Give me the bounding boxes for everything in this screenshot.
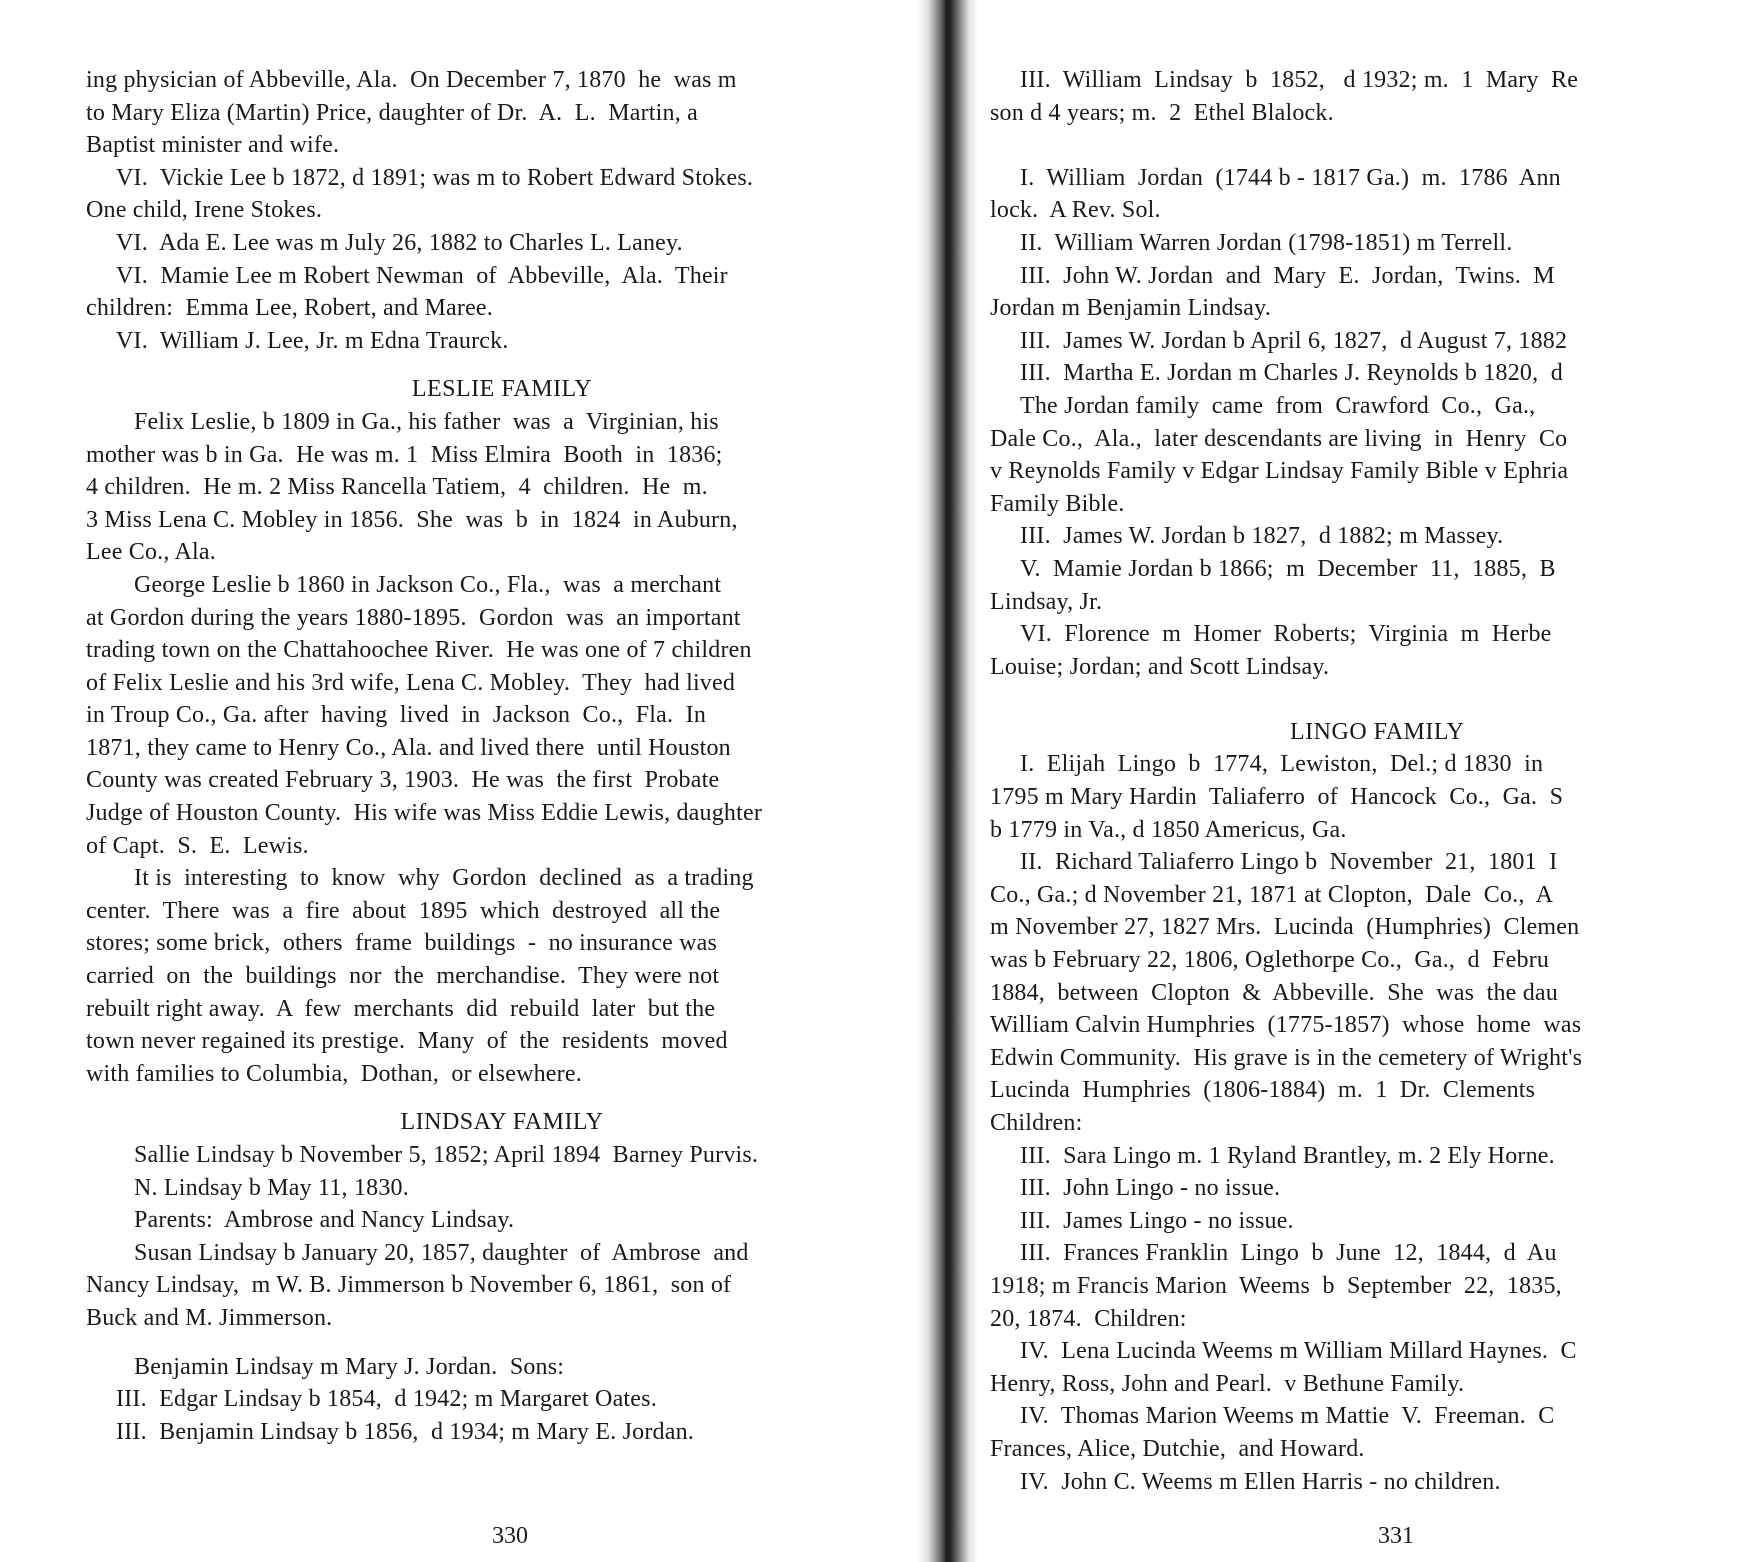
text-line: 4 children. He m. 2 Miss Rancella Tatiem, 4 children. He m. [86, 474, 708, 501]
text-line: children: Emma Lee, Robert, and Maree. [86, 295, 493, 322]
text-line: II. Richard Taliaferro Lingo b November 21, 1801 I [1020, 849, 1558, 876]
text-line: III. James Lingo - no issue. [1020, 1207, 1294, 1234]
text-line: Louise; Jordan; and Scott Lindsay. [990, 653, 1330, 680]
text-line: ing physician of Abbeville, Ala. On December 7, 1870 he was m [86, 67, 737, 93]
william-lindsay-entry [990, 64, 1737, 129]
text-line: III. Edgar Lindsay b 1854, d 1942; m Margaret Oates. [116, 1386, 657, 1413]
page-number-right: 331 [1378, 1523, 1414, 1549]
text-line: stores; some brick, others frame buildings - no insurance was [86, 930, 718, 957]
leslie-family-section [86, 406, 918, 1090]
left-page-text [86, 64, 918, 1448]
text-line: 1884, between Clopton & Abbeville. She was the dau [990, 979, 1558, 1006]
text-line: Lee Co., Ala. [86, 539, 216, 566]
text-line: in Troup Co., Ga. after having lived in Jackson Co., Fla. In [86, 702, 707, 729]
text-line: with families to Columbia, Dothan, or elsewhere. [86, 1060, 582, 1087]
text-line: IV. Lena Lucinda Weems m William Millard Haynes. C [1020, 1338, 1577, 1365]
text-line: III. Benjamin Lindsay b 1856, d 1934; m Mary E. Jordan. [116, 1418, 694, 1445]
text-line: carried on the buildings nor the merchandise. They were not [86, 963, 720, 990]
text-line: Dale Co., Ala., later descendants are living in Henry Co [990, 425, 1568, 452]
text-line: 1918; m Francis Marion Weems b September 22, 1835, [990, 1272, 1562, 1299]
text-line: Baptist minister and wife. [86, 132, 340, 159]
text-line: v Reynolds Family v Edgar Lindsay Family Bible v Ephria [990, 458, 1569, 485]
text-line: It is interesting to know why Gordon declined as a trading [134, 865, 754, 892]
text-line: Felix Leslie, b 1809 in Ga., his father was a Virginian, his [134, 408, 719, 435]
text-line: I. William Jordan (1744 b - 1817 Ga.) m. 1786 Ann [1020, 164, 1561, 191]
text-line: One child, Irene Stokes. [86, 197, 323, 224]
text-line: Henry, Ross, John and Pearl. v Bethune Family. [990, 1370, 1465, 1397]
text-line: VI. Vickie Lee b 1872, d 1891; was m to Robert Edward Stokes. [116, 164, 754, 191]
text-line: 1871, they came to Henry Co., Ala. and lived there until Houston [86, 734, 731, 761]
page-number-left: 330 [492, 1523, 528, 1549]
text-line: Lindsay, Jr. [990, 588, 1103, 615]
text-line: VI. Mamie Lee m Robert Newman of Abbeville, Ala. Their [116, 262, 728, 289]
text-line: Edwin Community. His grave is in the cemetery of Wright's [990, 1044, 1583, 1071]
text-line: Frances, Alice, Dutchie, and Howard. [990, 1435, 1365, 1462]
right-page-text [990, 64, 1737, 1498]
text-line: center. There was a fire about 1895 which destroyed all the [86, 897, 721, 924]
text-line: William Calvin Humphries (1775-1857) whose home was [990, 1012, 1582, 1039]
text-line: Jordan m Benjamin Lindsay. [990, 295, 1271, 322]
text-line: at Gordon during the years 1880-1895. Gordon was an important [86, 604, 741, 631]
text-line: V. Mamie Jordan b 1866; m December 11, 1885, B [1020, 555, 1556, 582]
lee-family-continuation [86, 64, 918, 357]
text-line: lock. A Rev. Sol. [990, 197, 1161, 224]
text-line: Co., Ga.; d November 21, 1871 at Clopton, Dale Co., A [990, 881, 1554, 908]
text-line: 1795 m Mary Hardin Taliaferro of Hancock Co., Ga. S [990, 784, 1564, 811]
text-line: to Mary Eliza (Martin) Price, daughter of Dr. A. L. Martin, a [86, 99, 698, 126]
lingo-family-heading: LINGO FAMILY [1290, 718, 1465, 745]
text-line: George Leslie b 1860 in Jackson Co., Fla., was a merchant [134, 571, 722, 598]
text-line: VI. Florence m Homer Roberts; Virginia m Herbe [1020, 621, 1552, 648]
benjamin-lindsay-section [86, 1351, 918, 1449]
text-line: Lucinda Humphries (1806-1884) m. 1 Dr. Clements [990, 1077, 1536, 1104]
text-line: Judge of Houston County. His wife was Miss Eddie Lewis, daughter [86, 800, 763, 827]
text-line: IV. John C. Weems m Ellen Harris - no children. [1020, 1468, 1501, 1495]
text-line: III. John Lingo - no issue. [1020, 1175, 1281, 1202]
text-line: The Jordan family came from Crawford Co., Ga., [1020, 392, 1536, 419]
text-line: rebuilt right away. A few merchants did rebuild later but the [86, 995, 716, 1022]
text-line: III. John W. Jordan and Mary E. Jordan, Twins. M [1020, 262, 1555, 289]
text-line: N. Lindsay b May 11, 1830. [134, 1174, 409, 1201]
text-line: trading town on the Chattahoochee River. He was one of 7 children [86, 637, 752, 664]
text-line: Family Bible. [990, 490, 1125, 517]
right-page [960, 0, 1737, 1562]
text-line: III. James W. Jordan b April 6, 1827, d August 7, 1882 [1020, 327, 1568, 354]
text-line: 3 Miss Lena C. Mobley in 1856. She was b in 1824 in Auburn, [86, 506, 738, 533]
text-line: Parents: Ambrose and Nancy Lindsay. [134, 1207, 515, 1234]
text-line: County was created February 3, 1903. He was the first Probate [86, 767, 720, 794]
text-line: mother was b in Ga. He was m. 1 Miss Elmira Booth in 1836; [86, 441, 723, 468]
text-line: I. Elijah Lingo b 1774, Lewiston, Del.; d 1830 in [1020, 751, 1544, 778]
text-line: 20, 1874. Children: [990, 1305, 1187, 1332]
text-line: son d 4 years; m. 2 Ethel Blalock. [990, 99, 1334, 126]
text-line: III. Sara Lingo m. 1 Ryland Brantley, m. 2 Ely Horne. [1020, 1142, 1555, 1169]
text-line: II. William Warren Jordan (1798-1851) m Terrell. [1020, 229, 1513, 256]
text-line: Children: [990, 1110, 1083, 1136]
text-line: IV. Thomas Marion Weems m Mattie V. Freeman. C [1020, 1403, 1555, 1430]
leslie-family-heading: LESLIE FAMILY [411, 376, 593, 403]
text-line: Nancy Lindsay, m W. B. Jimmerson b November 6, 1861, son of [86, 1272, 732, 1299]
text-line: III. William Lindsay b 1852, d 1932; m. 1 Mary Re [1020, 67, 1579, 93]
text-line: Sallie Lindsay b November 5, 1852; April 1894 Barney Purvis. [134, 1142, 759, 1168]
text-line: Buck and M. Jimmerson. [86, 1304, 333, 1331]
text-line: was b February 22, 1806, Oglethorpe Co., Ga., d Febru [990, 947, 1550, 974]
text-line: VI. William J. Lee, Jr. m Edna Traurck. [116, 327, 509, 354]
lindsay-family-section [86, 1139, 918, 1335]
text-line: of Felix Leslie and his 3rd wife, Lena C. Mobley. They had lived [86, 669, 736, 696]
text-line: Susan Lindsay b January 20, 1857, daughter of Ambrose and [134, 1239, 749, 1266]
text-line: Benjamin Lindsay m Mary J. Jordan. Sons: [134, 1353, 565, 1380]
text-line: town never regained its prestige. Many of the residents moved [86, 1028, 728, 1055]
lingo-family-section [990, 748, 1737, 1498]
jordan-family-section [990, 162, 1737, 684]
text-line: of Capt. S. E. Lewis. [86, 832, 309, 859]
text-line: III. James W. Jordan b 1827, d 1882; m Massey. [1020, 523, 1504, 550]
text-line: m November 27, 1827 Mrs. Lucinda (Humphries) Clemen [990, 914, 1580, 941]
text-line: b 1779 in Va., d 1850 Americus, Ga. [990, 816, 1347, 843]
lindsay-family-heading: LINDSAY FAMILY [400, 1109, 604, 1136]
text-line: III. Frances Franklin Lingo b June 12, 1844, d Au [1020, 1240, 1557, 1267]
text-line: III. Martha E. Jordan m Charles J. Reynolds b 1820, d [1020, 360, 1563, 387]
text-line: VI. Ada E. Lee was m July 26, 1882 to Charles L. Laney. [116, 229, 683, 256]
